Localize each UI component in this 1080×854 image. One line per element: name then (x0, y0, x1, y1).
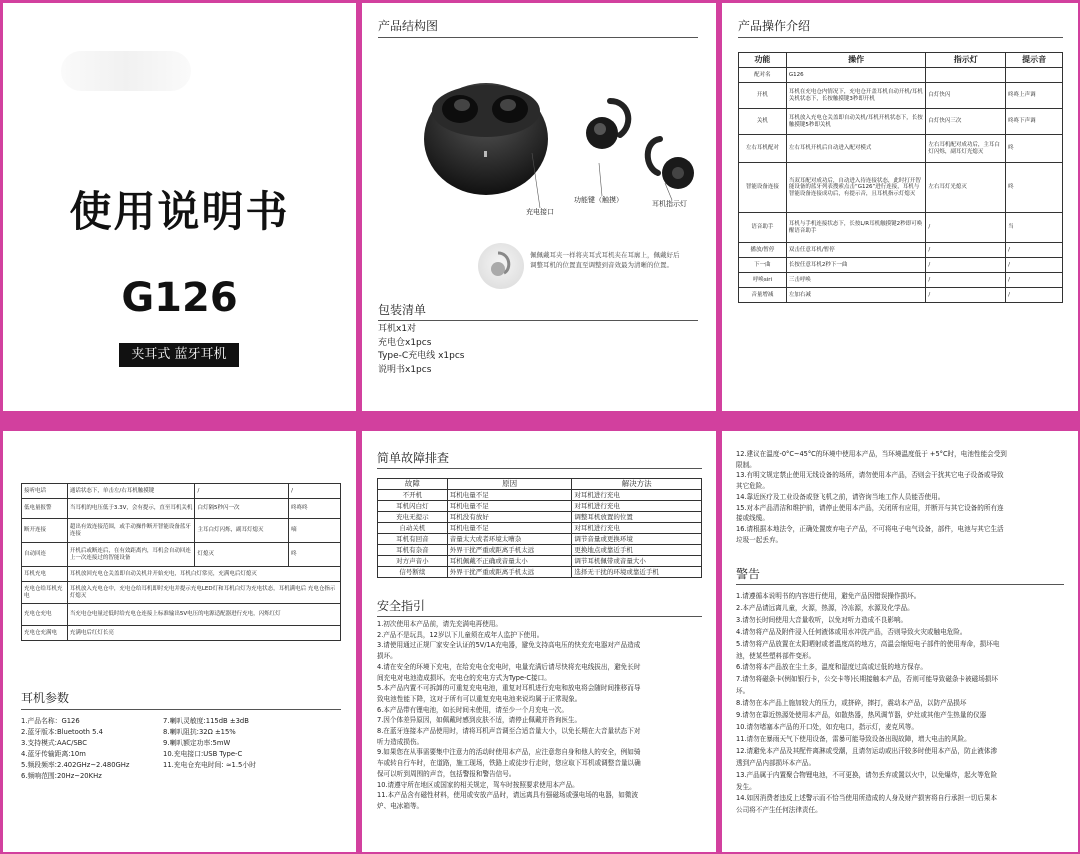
table-cell: 配对名 (739, 68, 787, 83)
table-cell: 充满电后红灯长亮 (67, 626, 340, 641)
table-cell: 当充电仓电量过低时给充电仓连接上标准输出5V电压的电源适配器进行充电，闪烁红灯 (67, 604, 340, 626)
table-row (22, 626, 341, 641)
table-cell: 低电量报警 (22, 499, 68, 519)
params-heading: 耳机参数 (21, 691, 70, 705)
param-item: 2.蓝牙版本:Bluetooth 5.4 (21, 728, 103, 736)
table-cell: 充电无提示 (378, 512, 448, 523)
packing-item: 耳机x1对 (378, 324, 417, 334)
table-cell: 当双耳配对成功后，自动进入待连接状态，此时打开智能设备的蓝牙列表搜索点击“G126”进行连接，耳机与智能设备连接成功后，有提示音，且耳机指示灯熄灭 (786, 163, 926, 213)
cover-page (3, 3, 356, 411)
table-cell: 耳机在充电仓内情况下，充电仓开盖耳机自动开机/耳机关机状态下，长按触摸键3秒即开机 (786, 83, 926, 109)
list-item: 损坏。 (377, 652, 397, 661)
table-cell: 耳机与手机连接状态下，长按L/R耳机触摸键2秒即可唤醒语音助手 (786, 213, 926, 243)
packing-heading: 包装清单 (378, 303, 427, 317)
list-item: 公司将不产生任何法律责任。 (736, 806, 822, 815)
table-row (378, 556, 702, 567)
table-row (378, 567, 702, 578)
table-cell: / (926, 258, 1006, 273)
table-row (378, 501, 702, 512)
table-row (739, 163, 1063, 213)
table-cell: 对耳机进行充电 (572, 501, 702, 512)
param-item: 10.充电接口:USB Type-C (163, 750, 243, 758)
list-item: 4.请勿将产品及附件浸入任何液体或用水冲洗产品，否则导致火灾或触电危险。 (736, 627, 967, 636)
table-cell: / (926, 288, 1006, 303)
table-cell: 嘀 (289, 519, 341, 543)
list-item: 14.靠近医疗及工业设备或登飞机之前，请咨询当地工作人员能否使用。 (736, 492, 945, 501)
ear-icon (478, 243, 524, 289)
column-header: 操作 (786, 53, 926, 68)
table-row (739, 273, 1063, 288)
operation-continued-page (3, 431, 356, 852)
table-cell: 充电仓给耳机充电 (22, 582, 68, 604)
list-item: 6.本产品带有锂电池，如长时间未使用，请至少一个月充电一次。 (377, 705, 568, 714)
operation-table (738, 52, 1063, 303)
safety-heading: 安全指引 (377, 599, 426, 613)
operation-page (722, 3, 1078, 411)
list-item: 7.因个体差异原因，如佩戴时感到皮肤不适，请停止佩戴并咨询医生。 (377, 716, 582, 725)
warning-heading: 警告 (736, 567, 761, 581)
table-cell: 调节音量或更换环境 (572, 534, 702, 545)
table-row (378, 523, 702, 534)
params-list-right (163, 716, 256, 771)
list-item: 12.请避免本产品及其配件离淋或受潮，且请勿运动或出汗较多时使用本产品，防止液体渗 (736, 746, 998, 755)
table-cell: 三击呼唤 (786, 273, 926, 288)
table-cell: 外界干扰严重或距离手机太远 (447, 545, 572, 556)
column-header: 故障 (378, 479, 448, 490)
cover-title: 使用说明书 (69, 187, 290, 236)
structure-page (362, 3, 716, 411)
table-cell: 接听电话 (22, 484, 68, 499)
list-item: 6.请勿将本产品放在尘土多，温度和湿度过高或过低的地方保存。 (736, 663, 927, 672)
list-item: 限制。 (736, 460, 756, 469)
table-row (739, 109, 1063, 135)
table-row (378, 534, 702, 545)
list-item: 1.请遵循本说明书的内容进行使用，避免产品因错误操作损坏。 (736, 592, 921, 600)
table-cell (926, 68, 1006, 83)
column-header: 解决方法 (572, 479, 702, 490)
table-cell: / (926, 273, 1006, 288)
table-row (378, 545, 702, 556)
packing-item: 说明书x1pcs (378, 364, 432, 375)
table-row (22, 604, 341, 626)
table-row (22, 567, 341, 582)
table-cell: 耳机闪白灯 (378, 501, 448, 512)
table-cell: 播放/暂停 (739, 243, 787, 258)
table-cell: 耳机有杂音 (378, 545, 448, 556)
table-cell: 咚咚下声调 (1006, 109, 1063, 135)
params-list-left (21, 716, 129, 782)
table-cell: / (926, 213, 1006, 243)
table-cell: 耳机没有放好 (447, 512, 572, 523)
list-item: 13.有明文规定禁止使用无线设备的场所，请勿使用本产品，否则会干扰其它电子设备或导致 (736, 471, 1004, 480)
table-cell: 耳机充电 (22, 567, 68, 582)
warning-list (736, 591, 1072, 817)
list-item: 炉、电冰箱等。 (377, 801, 424, 810)
list-item: 9.请勿在靠近热源处使用本产品，如散热器，热风调节器，炉灶或其他产生热量的仪器 (736, 711, 987, 720)
table-cell: 灯熄灭 (195, 543, 289, 567)
table-cell: 充电仓充满电 (22, 626, 68, 641)
list-item: 9.如果您在从事需要集中注意力的活动时使用本产品，应注意您自身和他人的安全，例如骑 (377, 748, 641, 757)
packing-item: 充电仓x1pcs (378, 337, 432, 348)
table-cell: 咚咚咚 (289, 499, 341, 519)
table-cell: 外界干扰严重或距离手机太远 (447, 567, 572, 578)
label-charge-port: 充电接口 (526, 208, 554, 216)
param-item: 1.产品名称：G126 (21, 717, 80, 725)
table-cell: 音量增减 (739, 288, 787, 303)
table-cell: 白灯隔5秒闪一次 (195, 499, 289, 519)
list-item: 12.建议在温度-0°C~45°C的环境中使用本产品，当环境温度低于 +5°C时，电池性能会受到 (736, 450, 1007, 458)
table-row (378, 512, 702, 523)
table-row (739, 68, 1063, 83)
param-item: 8.喇叭阻抗:32Ω ±15% (163, 728, 236, 736)
table-cell: 呼唤siri (739, 273, 787, 288)
table-cell: 当 (1006, 213, 1063, 243)
table-cell: 白灯快闪三次 (926, 109, 1006, 135)
param-item: 4.蓝牙传输距离:10m (21, 750, 86, 758)
table-cell: 开机 (739, 83, 787, 109)
structure-heading: 产品结构图 (378, 19, 439, 33)
label-indicator: 耳机指示灯 (652, 200, 687, 208)
table-row (739, 83, 1063, 109)
table-cell: 通话状态下，单击左/右耳机触摸键 (67, 484, 195, 499)
table-row (378, 490, 702, 501)
table-cell: 不开机 (378, 490, 448, 501)
table-cell: 断开连接 (22, 519, 68, 543)
list-item: 10.请遵守所在地区或国家的相关规定，驾车时按照要求使用本产品。 (377, 780, 579, 789)
packing-item: Type-C充电线 x1pcs (378, 351, 465, 361)
list-item: 坏。 (736, 687, 750, 696)
list-item: 10.请勿堵塞本产品的开口处，如充电口，指示灯，麦克风等。 (736, 722, 918, 731)
list-item: 14.如因消费者违反上述警示而不恰当使用所造成的人身及财产损害将自行承担一切后果本 (736, 794, 998, 803)
list-item: 其它危险。 (736, 482, 769, 491)
table-row (22, 582, 341, 604)
table-cell (1006, 68, 1063, 83)
table-cell: / (926, 243, 1006, 258)
table-cell: 咚 (1006, 135, 1063, 163)
list-item: 15.对本产品清洁和维护前，请停止使用本产品，关闭所有应用，并断开与其它设备的所有连 (736, 503, 1004, 512)
safety-list (377, 619, 709, 812)
table-cell: 对方声音小 (378, 556, 448, 567)
table-cell: 耳机电量不足 (447, 523, 572, 534)
table-cell: 咚 (1006, 163, 1063, 213)
list-item: 11.本产品含有磁性材料，使用或安放产品时，请远离具有强磁场或强电场的电器，如微波 (377, 791, 639, 800)
list-item: 保可以听到周围的声音，包括警报和警告信号。 (377, 769, 516, 778)
list-item: 4.请在安全的环境下充电，在给充电仓充电时，电量充满后请尽快将充电线拔出，避免长时 (377, 662, 641, 671)
list-item: 11.请勿在暴雨天气下使用设备，雷暴可能导致设备出现故障，增大电击的风险。 (736, 734, 971, 743)
table-cell: / (1006, 288, 1063, 303)
table-cell: 选择无干扰的环境或靠近手机 (572, 567, 702, 578)
column-header: 原因 (447, 479, 572, 490)
label-leader-lines (362, 3, 716, 223)
table-cell: 调节耳机佩带或音量大小 (572, 556, 702, 567)
table-cell: 对耳机进行充电 (572, 490, 702, 501)
table-cell: 左加右减 (786, 288, 926, 303)
param-item: 5.频段频率:2.402GHz~2.480GHz (21, 761, 130, 769)
column-header: 指示灯 (926, 53, 1006, 68)
table-cell: / (1006, 258, 1063, 273)
list-item: 2.产品不是玩具，12岁以下儿童须在成年人监护下使用。 (377, 630, 544, 639)
param-item: 7.喇叭灵敏度:115dB ±3dB (163, 717, 249, 725)
table-row (22, 484, 341, 499)
table-cell: 耳机有回音 (378, 534, 448, 545)
table-cell: 主耳白灯闪烁，副耳灯熄灭 (195, 519, 289, 543)
table-row (739, 213, 1063, 243)
warnings-page (722, 431, 1078, 852)
list-item: 致电池性能下降，这对于所有可以重复充电电池来说均属于正常现象。 (377, 694, 582, 703)
table-cell: 左右耳机配对成功后，主耳白灯闪烁，副耳灯光熄灭 (926, 135, 1006, 163)
table-cell: / (195, 484, 289, 499)
table-cell: 自动关机 (378, 523, 448, 534)
list-item: 13.产品属于内置聚合物锂电池，不可更换，请勿丢弃或置以火中，以免爆炸，起火等危险 (736, 770, 998, 779)
table-cell: 音量太大或者环境太嘈杂 (447, 534, 572, 545)
table-cell: 长按任意耳机2秒下一曲 (786, 258, 926, 273)
column-header: 提示音 (1006, 53, 1063, 68)
table-row (739, 288, 1063, 303)
list-item: 8.请勿在本产品上施加较大的压力，或挤碎，摔打，震动本产品，以防产品损坏 (736, 699, 967, 708)
packing-list (378, 323, 464, 377)
list-item: 5.本产品内置不可拆卸的可重复充电电池，重复对耳机进行充电和放电将会随时间推移而导 (377, 684, 641, 693)
table-cell: / (1006, 243, 1063, 258)
list-item: 透到产品内部损坏本产品。 (736, 758, 816, 767)
list-item: 3.请勿长时间使用大音量收听，以免对听力造成不良影响。 (736, 615, 908, 624)
list-item: 16.请根据本地法令，正确处置废弃电子产品，不可将电子电气设备，部件，电池与其它生活 (736, 524, 1004, 533)
table-cell: 下一曲 (739, 258, 787, 273)
table-cell: 耳机电量不足 (447, 490, 572, 501)
faults-safety-page (362, 431, 716, 852)
table-cell: 左右耳机开机后自动进入配对模式 (786, 135, 926, 163)
list-item: 接或线缆。 (736, 514, 769, 523)
operation-heading: 产品操作介绍 (738, 19, 811, 33)
table-cell: 耳机佩戴不正确或音量太小 (447, 556, 572, 567)
table-row (739, 243, 1063, 258)
param-item: 3.支持模式:AAC/SBC (21, 739, 87, 747)
param-item: 9.喇叭额定功率:5mW (163, 739, 231, 747)
table-cell: 智能设备连接 (739, 163, 787, 213)
list-item: 车或转自行车时，在道路，施工现场，铁路上或徒步行走时，您应取下耳机或调整音量以确 (377, 759, 641, 768)
table-cell: 咚咚上声调 (1006, 83, 1063, 109)
list-item: 1.初次使用本产品前，请先充满电再使用。 (377, 620, 502, 628)
param-item: 6.频响范围:20Hz~20KHz (21, 772, 102, 780)
table-cell: 更换地点或靠近手机 (572, 545, 702, 556)
table-cell: 左右耳机配对 (739, 135, 787, 163)
table-cell: 开机后或断连后，在有效距离内，耳机会自动回连上一次连接过的智能设备 (67, 543, 195, 567)
table-cell: / (289, 484, 341, 499)
list-item: 池，使某些塑料部件变形。 (736, 651, 816, 660)
list-item: 垃圾一起丢弃。 (736, 535, 783, 544)
table-cell: 耳机放入充电仓中，充电仓给耳机即时充电并提示充电LED灯和耳机白灯为充电状态，耳机满电后 充电仓指示灯熄灭 (67, 582, 340, 604)
list-item: 听力造成损伤。 (377, 737, 424, 746)
table-cell: 充电仓充电 (22, 604, 68, 626)
table-row (22, 499, 341, 519)
table-cell: 自动回连 (22, 543, 68, 567)
table-cell: 白灯快闪 (926, 83, 1006, 109)
table-cell: 关机 (739, 109, 787, 135)
table-cell: G126 (786, 68, 926, 83)
table-cell: 耳机放回充电仓关盖即自动关机并开始充电，耳机白灯常亮，充满电后灯熄灭 (67, 567, 340, 582)
table-cell: 耳机放入充电仓关盖即自动关机/耳机开机状态下，长按触摸键5秒即关机 (786, 109, 926, 135)
list-item: 发生。 (736, 782, 756, 791)
table-row (22, 519, 341, 543)
list-item: 7.请勿将磁条卡(例如银行卡，公交卡等)长期接触本产品，否则可能导致磁条卡被磁场损坏 (736, 675, 998, 684)
table-cell: 超出有效连接范围，或手动操作断开智能设备蓝牙连接 (67, 519, 195, 543)
table-cell: 语音助手 (739, 213, 787, 243)
list-item: 5.请勿将产品放置在太阳晒射或者温度高的地方，高温会缩短电子部件的使用寿命，损坏电 (736, 639, 1000, 648)
label-touch-key: 功能键（触摸） (574, 196, 623, 204)
table-row (22, 543, 341, 567)
table-cell: 当耳机的电压低于3.3V，会有提示，直至耳机关机 (67, 499, 195, 519)
wearing-note: 佩佩戴耳夹一样将夹耳式耳机夹在耳廓上，佩戴好后调整耳机的位置直至调整到音效最为清晰的位置。 (530, 251, 680, 269)
table-row (739, 135, 1063, 163)
table-cell: / (1006, 273, 1063, 288)
table-cell: 耳机电量不足 (447, 501, 572, 512)
param-item: 11.充电仓充电时间: ≈1.5小时 (163, 761, 256, 769)
wearing-illustration (478, 243, 524, 289)
table-header-row (739, 53, 1063, 68)
list-item: 2.本产品请远离儿童，火源，热源，冷冻源，水源及化学品。 (736, 603, 914, 612)
table-cell: 咚 (289, 543, 341, 567)
table-cell: 左右耳灯光熄灭 (926, 163, 1006, 213)
faults-table (377, 478, 702, 578)
list-item: 8.在蓝牙连接本产品使用时，请将耳机声音调至合适音量大小，以免长期在大音量状态下对 (377, 727, 641, 736)
list-item: 3.请使用通过正规厂家安全认证的5V/1A充电器，避免支持高电压的快充充电器对产品造成 (377, 641, 641, 650)
cover-subtitle-badge: 夹耳式 蓝牙耳机 (119, 343, 239, 367)
faults-heading: 简单故障排查 (377, 451, 450, 465)
operation-table-continued (21, 483, 341, 641)
cover-model: G126 (121, 275, 238, 321)
table-header-row (378, 479, 702, 490)
table-row (739, 258, 1063, 273)
safety-list-continued (736, 449, 1072, 545)
table-cell: 信号断续 (378, 567, 448, 578)
list-item: 间充电对电池造成损坏。充电仓的充电方式为Type-C接口。 (377, 673, 551, 682)
table-cell: 双击任意耳机/暂停 (786, 243, 926, 258)
column-header: 功能 (739, 53, 787, 68)
table-cell: 对耳机进行充电 (572, 523, 702, 534)
brand-logo-placeholder (61, 51, 191, 91)
table-cell: 调整耳机放置的位置 (572, 512, 702, 523)
